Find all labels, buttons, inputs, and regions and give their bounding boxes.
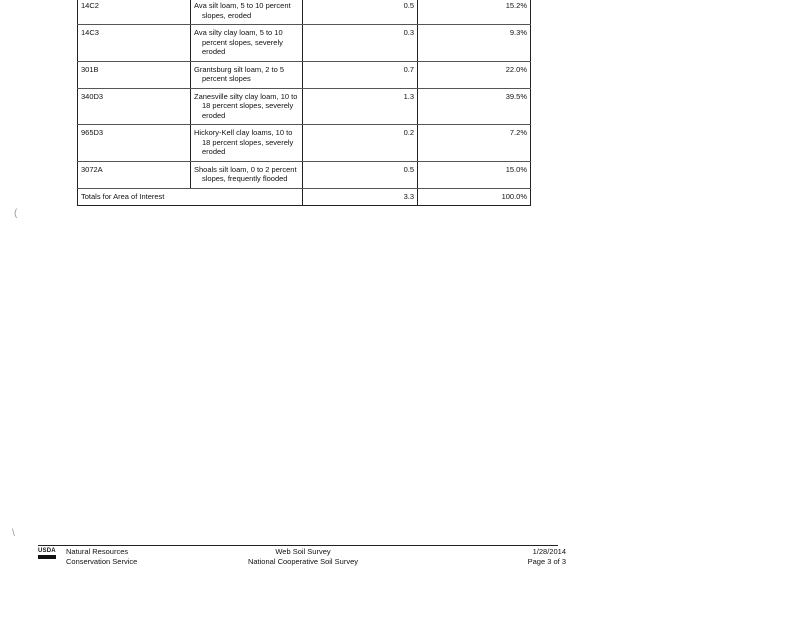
map-unit-name [191,125,303,162]
acres-in-aoi: 0.2 [303,125,418,162]
percent-of-aoi: 22.0% [418,61,531,88]
totals-row [78,188,531,206]
footer-date-page [528,547,566,566]
map-unit-name [191,0,303,25]
table-row [78,0,531,25]
map-unit-name-text: Zanesville silty clay loam, 10 to 18 percent slopes, severely eroded [194,91,298,120]
page-footer [38,547,566,567]
map-unit-symbol: 340D3 [78,88,191,125]
percent-of-aoi: 39.5% [418,88,531,125]
map-unit-name [191,25,303,62]
map-unit-name [191,61,303,88]
footer-survey [223,547,383,566]
agency-line-1: Natural Resources [66,547,129,556]
survey-line-2: National Cooperative Soil Survey [247,556,359,566]
map-unit-name-text: Shoals silt loam, 0 to 2 percent slopes, frequently flooded [194,164,297,183]
map-unit-symbol: 301B [78,61,191,88]
table-row [78,125,531,162]
usda-logo-text: USDA [38,548,56,554]
footer-agency [66,547,137,566]
map-unit-symbol: 965D3 [78,125,191,162]
map-unit-name-text: Hickory-Kell clay loams, 10 to 18 percent slopes, severely eroded [194,128,294,156]
acres-in-aoi: 0.5 [303,0,418,25]
table-row [78,25,531,62]
map-unit-name-text: Ava silty clay loam, 5 to 10 percent slopes, severely eroded [194,28,283,56]
footer-rule [38,545,558,546]
map-unit-symbol: 3072A [78,161,191,188]
percent-of-aoi: 15.0% [418,161,531,188]
table-row [78,88,531,125]
agency-line-2: Conservation Service [66,556,138,566]
margin-mark: \ [12,528,15,539]
table-row [78,61,531,88]
usda-logo-bar [38,555,56,559]
survey-line-1: Web Soil Survey [275,547,331,556]
map-unit-name [191,161,303,188]
map-unit-symbol: 14C2 [78,0,191,25]
totals-percent: 100.0% [418,188,531,206]
acres-in-aoi: 0.7 [303,61,418,88]
footer-date: 1/28/2014 [532,547,566,556]
percent-of-aoi: 15.2% [418,0,531,25]
map-unit-table [77,0,531,206]
footer-page-number: Page 3 of 3 [527,556,566,566]
percent-of-aoi: 9.3% [418,25,531,62]
acres-in-aoi: 0.3 [303,25,418,62]
usda-logo-icon [38,548,56,560]
map-unit-symbol: 14C3 [78,25,191,62]
table-row [78,161,531,188]
totals-label: Totals for Area of Interest [78,188,303,206]
map-unit-name-text: Grantsburg silt loam, 2 to 5 percent slopes [194,64,285,83]
totals-acres: 3.3 [303,188,418,206]
map-unit-name [191,88,303,125]
acres-in-aoi: 1.3 [303,88,418,125]
map-unit-name-text: Ava silt loam, 5 to 10 percent slopes, eroded [194,1,291,20]
percent-of-aoi: 7.2% [418,125,531,162]
margin-mark: ( [14,208,18,219]
acres-in-aoi: 0.5 [303,161,418,188]
